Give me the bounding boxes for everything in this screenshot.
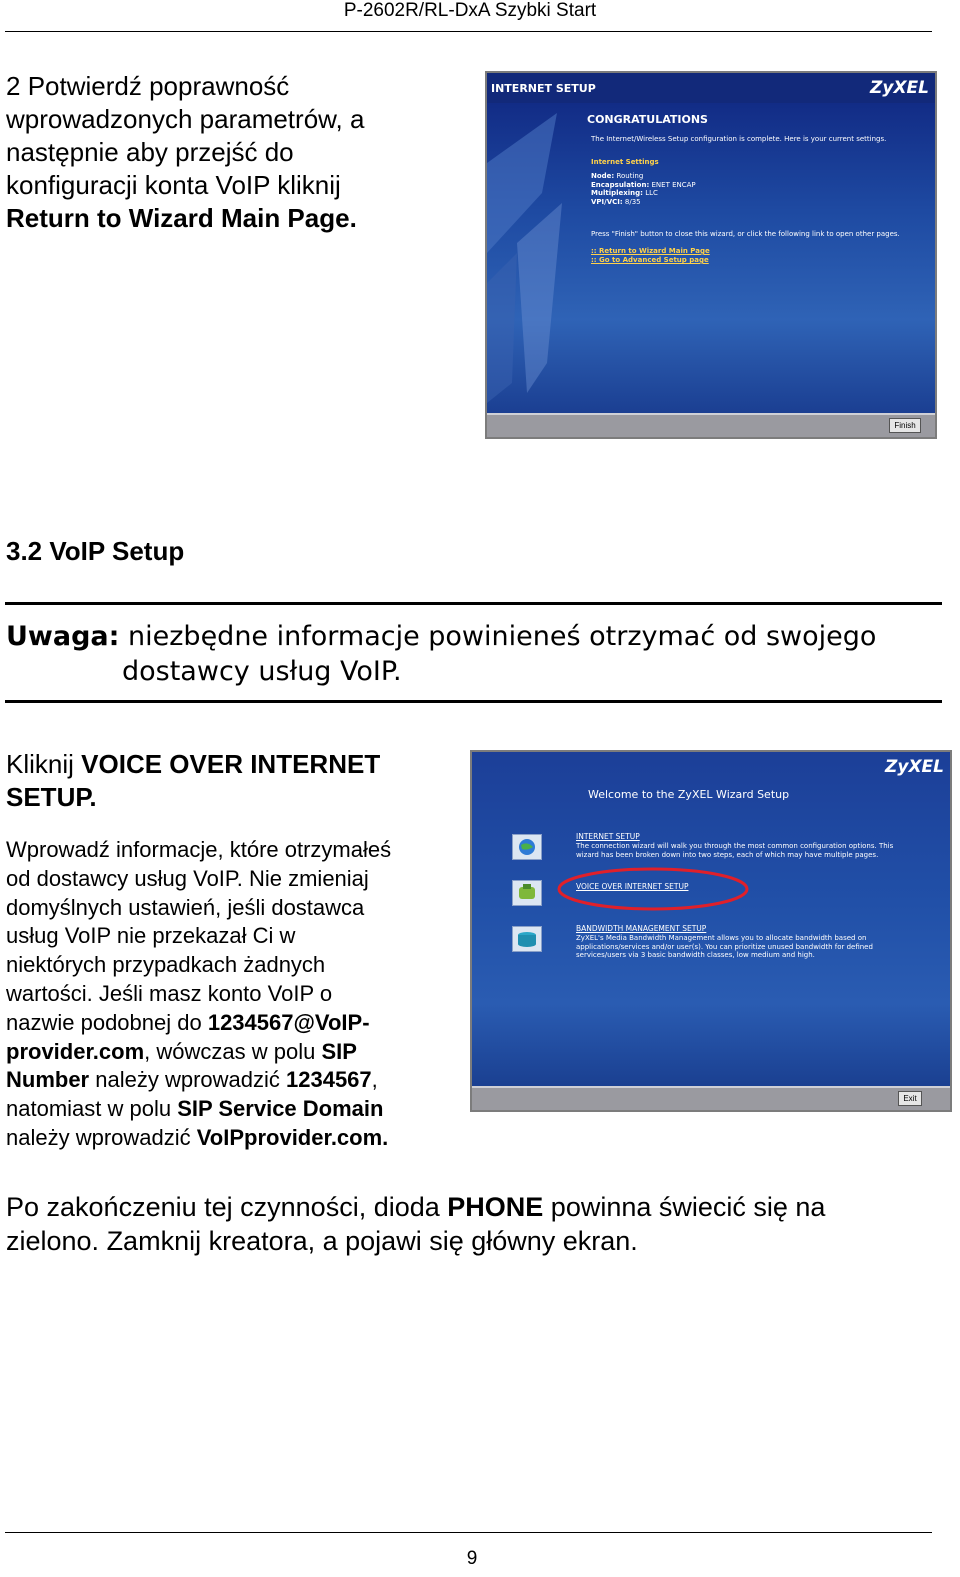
setting-row: Multiplexing: LLC <box>591 189 658 197</box>
page-number: 9 <box>466 1548 478 1569</box>
final-paragraph: Po zakończeniu tej czynności, dioda PHONE powinna świecić się na zielono. Zamknij kreatora, a pojawi się główny ekran. <box>6 1192 826 1256</box>
instr-line: domyślnych ustawień, jeśli dostawca <box>6 894 365 920</box>
instr-line: niektórych przypadkach żadnych <box>6 952 326 978</box>
instr-line: natomiast w polu SIP Service Domain <box>6 1096 384 1122</box>
setting-row: VPI/VCI: 8/35 <box>591 197 641 206</box>
exit-button[interactable]: Exit <box>898 1091 922 1106</box>
finish-note: Press "Finish" button to close this wizard, or click the following link to open other pages. <box>591 230 900 238</box>
voip-target-1: VOICE OVER INTERNET <box>81 749 381 779</box>
globe-icon <box>512 834 542 860</box>
click-instruction <box>6 748 456 814</box>
click-prefix: Kliknij <box>6 749 74 779</box>
finish-button[interactable]: Finish <box>889 418 921 433</box>
wizard-welcome-screenshot <box>470 750 952 1112</box>
voip-setup-title[interactable]: VOICE OVER INTERNET SETUP <box>576 882 689 891</box>
settings-title: Internet Settings <box>591 158 659 166</box>
internet-setup-screenshot <box>485 71 937 439</box>
section-title: 3.2 VoIP Setup <box>6 536 185 566</box>
voip-instructions <box>6 836 466 1153</box>
setting-row: Encapsulation: ENET ENCAP <box>591 180 696 189</box>
instr-line: nazwie podobnej do 1234567@VoIP- <box>6 1009 370 1035</box>
advanced-setup-link[interactable]: :: Go to Advanced Setup page <box>591 256 709 264</box>
phone-led-label: PHONE <box>447 1192 544 1222</box>
note-line2: dostawcy usług VoIP. <box>122 656 402 687</box>
bandwidth-desc: ZyXEL's Media Bandwidth Management allows you to allocate bandwidth based on applications/services and/or user(s). You can prioritize unused bandwidth for defined services/users via 3 basic bandwidth classes, low medium and high. <box>576 934 873 959</box>
header-rule <box>5 31 932 32</box>
instr-line: provider.com, wówczas w polu SIP <box>6 1038 357 1064</box>
window-bottom-bar <box>472 1086 950 1110</box>
bandwidth-icon <box>512 926 542 952</box>
footer-rule <box>5 1532 932 1533</box>
step2-body: Potwierdź poprawność wprowadzonych parametrów, a następnie aby przejść do konfiguracji konta VoIP kliknij <box>6 71 365 200</box>
setting-row: Node: Routing <box>591 172 644 180</box>
zyxel-logo: ZyXEL <box>885 757 944 777</box>
voip-target-2: SETUP. <box>6 782 97 812</box>
instr-line: Number należy wprowadzić 1234567, <box>6 1067 378 1093</box>
note-bottom-rule <box>5 700 942 703</box>
page-header: P-2602R/RL-DxA Szybki Start <box>343 0 597 21</box>
window-body <box>472 752 950 1088</box>
step2-text <box>6 70 426 235</box>
window-bottom-bar <box>487 413 935 437</box>
intro-text: The Internet/Wireless Setup configuration is complete. Here is your current settings. <box>591 135 887 143</box>
instr-line: wartości. Jeśli masz konto VoIP o <box>6 980 333 1006</box>
note-box <box>6 619 942 689</box>
note-label: Uwaga: <box>6 621 120 652</box>
internet-setup-title[interactable]: INTERNET SETUP <box>576 832 640 841</box>
bandwidth-title[interactable]: BANDWIDTH MANAGEMENT SETUP <box>576 924 707 933</box>
congratulations-heading: CONGRATULATIONS <box>587 113 708 126</box>
internet-setup-desc: The connection wizard will walk you through the most common configuration options. This wizard has been broken down into two steps, each of which may have multiple pages. <box>576 842 894 859</box>
zyxel-logo: ZyXEL <box>870 78 929 98</box>
welcome-heading: Welcome to the ZyXEL Wizard Setup <box>588 788 790 801</box>
phone-icon <box>512 880 542 906</box>
return-to-wizard-link[interactable]: :: Return to Wizard Main Page <box>591 247 710 255</box>
instr-line: należy wprowadzić VoIPprovider.com. <box>6 1124 389 1150</box>
decorative-swoosh <box>487 103 597 403</box>
instr-line: usług VoIP nie przekazał Ci w <box>6 923 296 949</box>
return-link-text: Return to Wizard Main Page. <box>6 203 357 233</box>
note-line1: niezbędne informacje powinieneś otrzymać od swojego <box>128 621 877 652</box>
window-title: INTERNET SETUP <box>491 82 596 95</box>
note-top-rule <box>5 602 942 605</box>
instr-line: Wprowadź informacje, które otrzymałeś <box>6 837 392 862</box>
instr-line: od dostawcy usług VoIP. Nie zmieniaj <box>6 865 369 891</box>
settings-list <box>591 172 696 206</box>
step2-number: 2 <box>6 71 21 101</box>
